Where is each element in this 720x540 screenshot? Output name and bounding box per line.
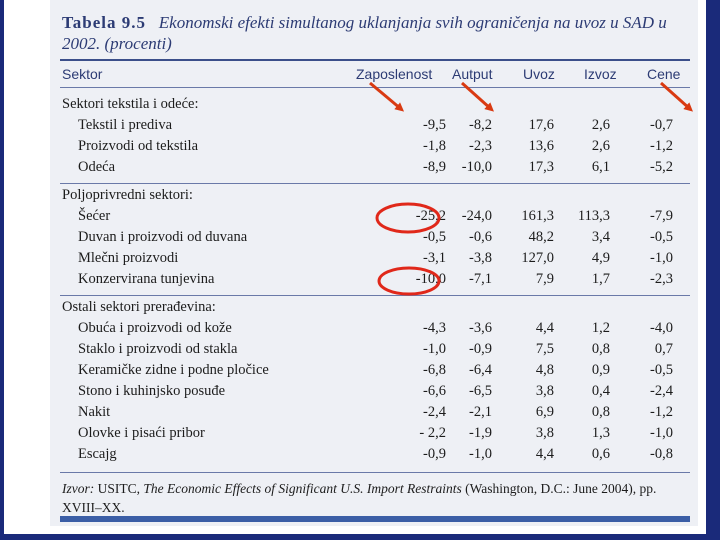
cell-autput: -2,1 [469, 404, 492, 420]
cell-izvoz: 2,6 [591, 138, 610, 154]
table-number: Tabela 9.5 [62, 13, 147, 32]
cell-zaposlenost: -8,9 [423, 159, 446, 175]
cell-izvoz: 0,9 [591, 362, 610, 378]
cell-zaposlenost: -9,5 [423, 117, 446, 133]
cell-izvoz: 0,8 [591, 404, 610, 420]
cell-autput: -6,4 [469, 362, 492, 378]
section-divider [60, 183, 690, 184]
cell-izvoz: 1,2 [591, 320, 610, 336]
cell-uvoz: 3,8 [535, 383, 554, 399]
cell-cene: -5,2 [650, 159, 673, 175]
header-top-rule [60, 59, 690, 61]
cell-autput: -0,9 [469, 341, 492, 357]
slide-frame-right [706, 0, 720, 540]
row-name: Odeća [78, 159, 116, 175]
cell-autput: -2,3 [469, 138, 492, 154]
table-row [50, 271, 698, 292]
section-divider [60, 295, 690, 296]
footer-rule [60, 472, 690, 473]
cell-autput: -1,0 [469, 446, 492, 462]
table-row [50, 208, 698, 229]
cell-zaposlenost: -0,5 [423, 229, 446, 245]
cell-cene: -0,8 [650, 446, 673, 462]
cell-uvoz: 13,6 [528, 138, 554, 154]
cell-cene: -1,2 [650, 138, 673, 154]
cell-izvoz: 0,8 [591, 341, 610, 357]
cell-autput: -10,0 [461, 159, 492, 175]
cell-izvoz: 3,4 [591, 229, 610, 245]
cell-autput: -3,6 [469, 320, 492, 336]
cell-uvoz: 3,8 [535, 425, 554, 441]
table-row [50, 425, 698, 446]
table-row [50, 159, 698, 180]
table-caption: Ekonomski efekti simultanog uklanjanja svih ograničenja na uvoz u SAD u 2002. (procenti) [62, 13, 667, 53]
slide-frame-bottom [0, 534, 720, 540]
row-name: Obuća i proizvodi od kože [78, 320, 232, 336]
cell-uvoz: 6,9 [535, 404, 554, 420]
cell-uvoz: 127,0 [521, 250, 554, 266]
row-name: Keramičke zidne i podne pločice [78, 362, 269, 378]
row-name: Duvan i proizvodi od duvana [78, 229, 248, 245]
row-name: Mlečni proizvodi [78, 250, 179, 266]
cell-cene: -0,5 [650, 362, 673, 378]
column-header-autput: Autput [452, 66, 493, 82]
cell-autput: -7,1 [469, 271, 492, 287]
cell-cene: -7,9 [650, 208, 673, 224]
cell-autput: -0,6 [469, 229, 492, 245]
cell-zaposlenost: -1,8 [423, 138, 446, 154]
cell-izvoz: 1,3 [591, 425, 610, 441]
cell-uvoz: 48,2 [528, 229, 554, 245]
column-header-uvoz: Uvoz [523, 66, 555, 82]
row-name: Stono i kuhinjsko posuđe [78, 383, 226, 399]
cell-autput: -8,2 [469, 117, 492, 133]
section-label-agriculture: Poljoprivredni sektori: [62, 187, 193, 203]
cell-uvoz: 17,6 [528, 117, 554, 133]
column-header-sektor: Sektor [62, 66, 103, 82]
cell-zaposlenost: - 2,2 [419, 425, 446, 441]
source-lead: Izvor: [62, 481, 95, 496]
cell-izvoz: 0,6 [591, 446, 610, 462]
cell-izvoz: 2,6 [591, 117, 610, 133]
row-name: Escajg [78, 446, 117, 462]
table-row [50, 138, 698, 159]
cell-zaposlenost: -0,9 [423, 446, 446, 462]
header-bottom-rule [60, 87, 690, 88]
table-row [50, 229, 698, 250]
cell-cene: -4,0 [650, 320, 673, 336]
cell-uvoz: 7,5 [535, 341, 554, 357]
table-row [50, 250, 698, 271]
cell-cene: -2,4 [650, 383, 673, 399]
cell-zaposlenost: -6,6 [423, 383, 446, 399]
cell-zaposlenost: -4,3 [423, 320, 446, 336]
section-label-manufacturing: Ostali sektori prerađevina: [62, 299, 216, 315]
row-name: Olovke i pisaći pribor [78, 425, 205, 441]
cell-uvoz: 17,3 [528, 159, 554, 175]
cell-autput: -24,0 [461, 208, 492, 224]
cell-cene: -1,0 [650, 250, 673, 266]
row-name: Tekstil i prediva [78, 117, 173, 133]
cell-cene: -0,7 [650, 117, 673, 133]
cell-cene: 0,7 [654, 341, 673, 357]
bottom-band [60, 516, 690, 522]
section-label-textile: Sektori tekstila i odeće: [62, 96, 199, 112]
cell-autput: -3,8 [469, 250, 492, 266]
cell-zaposlenost: -25,2 [415, 208, 446, 224]
table-row [50, 341, 698, 362]
cell-cene: -1,0 [650, 425, 673, 441]
source-work-title: The Economic Effects of Significant U.S. Import Restraints [143, 481, 462, 496]
cell-uvoz: 161,3 [521, 208, 554, 224]
table-row [50, 117, 698, 138]
row-name: Staklo i proizvodi od stakla [78, 341, 238, 357]
cell-autput: -1,9 [469, 425, 492, 441]
cell-autput: -6,5 [469, 383, 492, 399]
cell-zaposlenost: -2,4 [423, 404, 446, 420]
cell-zaposlenost: -3,1 [423, 250, 446, 266]
cell-zaposlenost: -6,8 [423, 362, 446, 378]
cell-uvoz: 4,4 [535, 320, 554, 336]
table-row [50, 383, 698, 404]
source-author: USITC, [97, 481, 141, 496]
cell-zaposlenost: -1,0 [423, 341, 446, 357]
cell-izvoz: 6,1 [591, 159, 610, 175]
table-row [50, 320, 698, 341]
row-name: Nakit [78, 404, 111, 420]
table-document [50, 0, 698, 526]
cell-cene: -0,5 [650, 229, 673, 245]
row-name: Konzervirana tunjevina [78, 271, 215, 287]
row-name: Proizvodi od tekstila [78, 138, 199, 154]
table-row [50, 446, 698, 467]
cell-izvoz: 0,4 [591, 383, 610, 399]
cell-cene: -1,2 [650, 404, 673, 420]
row-name: Šećer [78, 208, 111, 224]
source-note [62, 479, 694, 517]
column-header-cene: Cene [647, 66, 681, 82]
cell-cene: -2,3 [650, 271, 673, 287]
cell-uvoz: 4,8 [535, 362, 554, 378]
cell-izvoz: 4,9 [591, 250, 610, 266]
source-details: (Washington, D.C.: June 2004), pp. XVIII–XX. [62, 481, 657, 515]
table-row [50, 404, 698, 425]
cell-uvoz: 4,4 [535, 446, 554, 462]
column-header-zaposlenost: Zaposlenost [356, 66, 433, 82]
cell-izvoz: 1,7 [591, 271, 610, 287]
table-row [50, 362, 698, 383]
cell-izvoz: 113,3 [577, 208, 610, 224]
slide-frame-left [0, 0, 4, 540]
table-title [62, 12, 692, 54]
cell-zaposlenost: -10,0 [415, 271, 446, 287]
cell-uvoz: 7,9 [535, 271, 554, 287]
column-header-izvoz: Izvoz [584, 66, 617, 82]
